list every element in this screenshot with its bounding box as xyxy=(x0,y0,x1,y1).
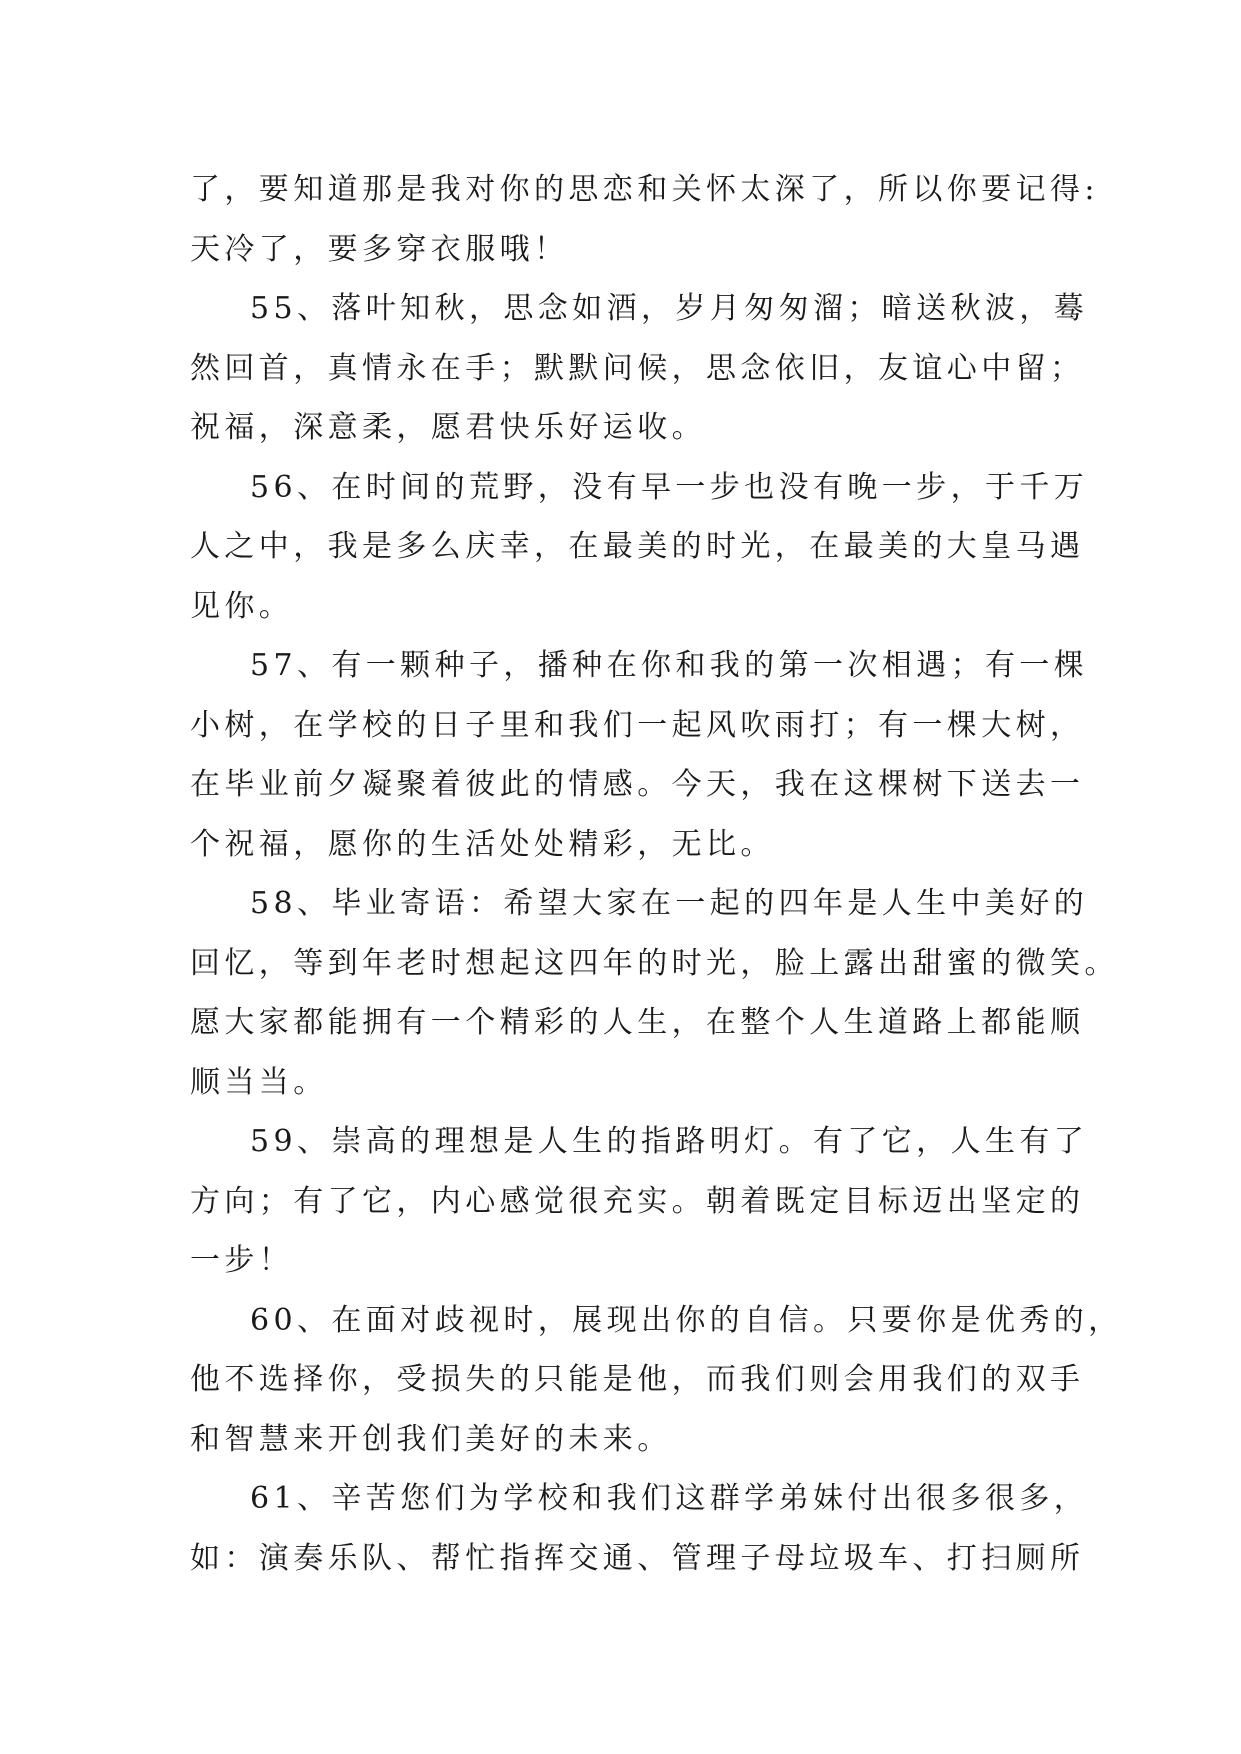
paragraph-start-line: 61、辛苦您们为学校和我们这群学弟妹付出很多很多， xyxy=(250,1481,1089,1516)
document-body xyxy=(190,160,1123,1588)
paragraph-start-line: 60、在面对歧视时，展现出你的自信。只要你是优秀的， xyxy=(250,1302,1123,1338)
text-line: 在毕业前夕凝聚着彼此的情感。今天，我在这棵树下送去一 xyxy=(190,767,1085,802)
text-line: 他不选择你，受损失的只能是他，而我们则会用我们的双手 xyxy=(190,1362,1085,1397)
text-line: 愿大家都能拥有一个精彩的人生，在整个人生道路上都能顺 xyxy=(190,1005,1085,1040)
text-line: 见你。 xyxy=(190,588,294,624)
text-line: 了，要知道那是我对你的思恋和关怀太深了，所以你要记得: xyxy=(190,172,1099,207)
paragraph-start-line: 55、落叶知秋，思念如酒，岁月匆匆溜；暗送秋波，蓦 xyxy=(250,291,1089,326)
paragraph-start-line: 57、有一颗种子，播种在你和我的第一次相遇；有一棵 xyxy=(250,648,1089,683)
text-line: 然回首，真情永在手；默默问候，思念依旧，友谊心中留； xyxy=(190,350,1085,386)
text-line: 顺当当。 xyxy=(190,1064,328,1100)
text-line: 小树，在学校的日子里和我们一起风吹雨打；有一棵大树， xyxy=(190,707,1085,743)
text-line: 人之中，我是多么庆幸，在最美的时光，在最美的大皇马遇 xyxy=(190,529,1085,564)
text-line: 个祝福，愿你的生活处处精彩，无比。 xyxy=(190,826,775,862)
text-line: 如：演奏乐队、帮忙指挥交通、管理子母垃圾车、打扫厕所 xyxy=(190,1540,1085,1576)
text-line: 天冷了，要多穿衣服哦！ xyxy=(190,231,569,267)
paragraph-start-line: 58、毕业寄语：希望大家在一起的四年是人生中美好的 xyxy=(250,886,1089,921)
text-line: 方向；有了它，内心感觉很充实。朝着既定目标迈出坚定的 xyxy=(190,1183,1085,1219)
text-line: 祝福，深意柔，愿君快乐好运收。 xyxy=(190,410,706,445)
paragraph-start-line: 59、崇高的理想是人生的指路明灯。有了它，人生有了 xyxy=(250,1124,1089,1159)
text-line: 和智慧来开创我们美好的未来。 xyxy=(190,1421,672,1457)
text-line: 回忆，等到年老时想起这四年的时光，脸上露出甜蜜的微笑。 xyxy=(190,945,1119,981)
paragraph-start-line: 56、在时间的荒野，没有早一步也没有晚一步，于千万 xyxy=(250,469,1089,505)
text-line: 一步！ xyxy=(190,1243,294,1278)
